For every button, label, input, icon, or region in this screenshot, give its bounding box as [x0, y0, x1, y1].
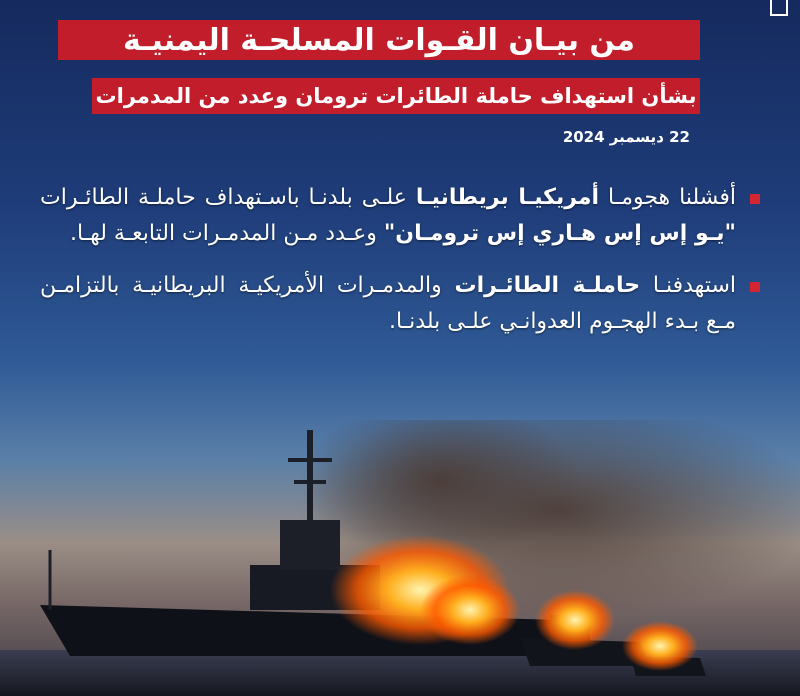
- page-title: من بيـان القـوات المسلحـة اليمنيـة: [123, 22, 635, 58]
- bullet-marker-icon: [750, 282, 760, 292]
- carrier-superstructure: [280, 520, 340, 570]
- statement-list: [40, 180, 760, 340]
- statement-item: [40, 268, 760, 340]
- subtitle-banner: [92, 78, 700, 114]
- bookmark-icon: [770, 0, 788, 16]
- statement-text: أفشلنا هجومـا أمريكيـا بريطانيـا علـى بلدنـا باسـتهداف حاملـة الطائـرات "يـو إس إس هـاري إس ترومـان" وعـدد مـن المدمـرات التابعـة لهـا.: [40, 185, 736, 246]
- fire: [622, 621, 698, 671]
- highlight-text: أمريكيـا بريطانيـا: [415, 185, 600, 210]
- highlight-text: حاملـة الطائـرات: [454, 273, 641, 298]
- fire: [535, 590, 615, 650]
- title-banner: [58, 20, 700, 60]
- statement-item: [40, 180, 760, 252]
- highlight-text: "يـو إس إس هـاري إس ترومـان": [383, 221, 736, 246]
- warship-fire-scene: [0, 420, 800, 696]
- fire: [420, 575, 520, 645]
- date-label: 22 ديسمبر 2024: [562, 128, 690, 146]
- page-subtitle: بشأن استهداف حاملة الطائرات ترومان وعدد من المدمرات: [95, 84, 697, 108]
- statement-text: استهدفنـا حاملـة الطائـرات والمدمـرات الأمريكيـة البريطانيـة بالتزامـن مـع بـدء الهجـوم العدوانـي علـى بلدنـا.: [40, 273, 736, 334]
- bullet-marker-icon: [750, 194, 760, 204]
